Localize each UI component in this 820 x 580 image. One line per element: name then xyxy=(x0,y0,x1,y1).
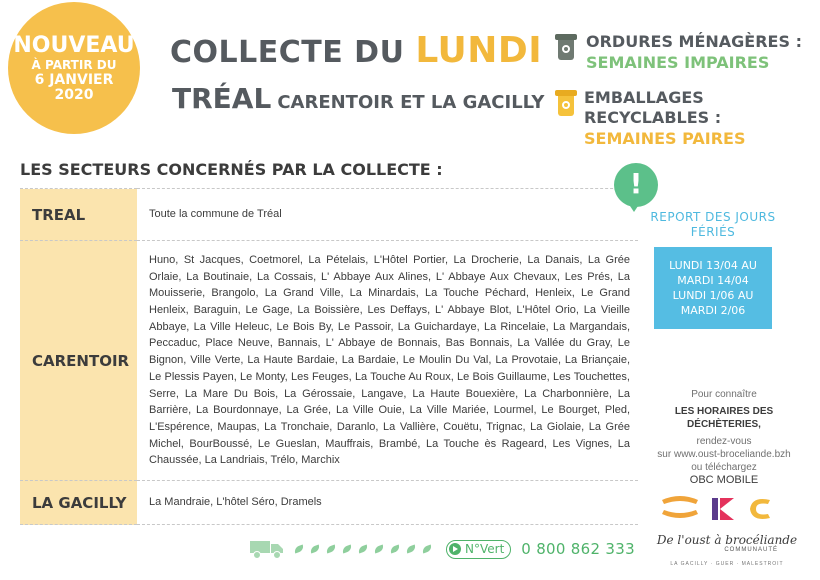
sector-places: Huno, St Jacques, Coetmorel, La Pételais, L'Hôtel Portier, La Drocherie, La Danais, La Grée Orlaie, La Boutinaie, La Cossais, L' Abbaye Aux Alines, L' Abbaye Aux Chevaux, Les Prés, La Mouisserie, Brangolo, La Grand Ville, La Minardais, La Touche Péchard, Henleix, Le Grand Henleix, Baraguin, Le Gage, La Boissière, Les Deffays, L' Abbaye Blot, L'Hôtel Orio, La Vieille Abbaye, La Ville Heleuc, Le Bois By, Le Passoir, La Guichardaye, La Rincelaie, La Margandais, Peccaduc, Place Neuve, Bannais, L' Abbaye de Bonnais, Bas Bonnais, La Vallée du Gray, Le Bignon, Ville Verte, La Haute Bardaie, La Bardaie, Le Moulin Du Val, La Provotaie, La Briançaie, Le Plessis Payen, Le Monty, Les Feuges, La Touche Au Roux, Le Bois Guillaume, Les Touchettes, Serre, La Mare Du Bois, La Gérossaie, Langave, La Haute Bouexière, La Charbonnière, La Barrière, La Bourdonnaye, La Grée, La Ville Ouie, La Ville Mariée, Lourmel, Le Bourget, Pled, L'Espérence, Maupas, La Tronchaie, Daranlo, La Vallière, Couëtu, Trignac, La Giolaie, La Grée Michel, BourBoussé, Le Gueslan, Mauffrais, Brambé, La Touche ès Rageard, Les Vignes, La Chaussée, La Landriais, Trélo, Marchix xyxy=(149,253,630,467)
obc-logo xyxy=(652,492,802,570)
footer xyxy=(250,536,635,562)
title-day: LUNDI xyxy=(415,30,543,71)
report-line: LUNDI 1/06 AU xyxy=(672,289,754,302)
grey-bin-icon xyxy=(556,34,576,60)
report-line: LUNDI 13/04 AU xyxy=(669,259,757,272)
decheterie-app: OBC MOBILE xyxy=(689,474,759,486)
collection-label: EMBALLAGES RECYCLABLES : xyxy=(583,88,722,127)
logo-sub: COMMUNAUTÉ xyxy=(724,547,778,553)
leaf-icon xyxy=(293,544,304,553)
collection-ordures xyxy=(556,32,802,74)
phone-number[interactable]: 0 800 862 333 xyxy=(521,540,635,558)
collection-schedule: SEMAINES IMPAIRES xyxy=(586,53,770,72)
nouveau-badge xyxy=(8,2,140,134)
exclamation-icon: ! xyxy=(629,167,643,200)
badge-date: 6 JANVIER xyxy=(34,71,114,88)
logo-towns: LA GACILLY · GUER · MALESTROIT xyxy=(670,561,784,567)
collection-label: ORDURES MÉNAGÈRES : xyxy=(586,32,802,51)
page-subtitle xyxy=(172,82,544,115)
table-row xyxy=(20,189,638,241)
report-title: REPORT DES JOURS FÉRIÉS xyxy=(650,210,776,239)
sector-places: La Mandraie, L'hôtel Séro, Dramels xyxy=(149,496,322,509)
logo-name: De l'oust à brocéliande xyxy=(656,533,798,547)
sector-name: LA GACILLY xyxy=(20,481,137,525)
collection-schedule: SEMAINES PAIRES xyxy=(583,129,746,148)
table-row xyxy=(20,241,638,481)
subtitle-other-towns: CARENTOIR ET LA GACILLY xyxy=(277,92,545,113)
title-collecte: COLLECTE DU xyxy=(170,35,405,70)
decheterie-website-link[interactable]: sur www.oust-broceliande.bzh xyxy=(657,449,791,460)
report-line: MARDI 2/06 xyxy=(680,304,746,317)
logo-shapes-icon xyxy=(652,492,802,526)
report-line: MARDI 14/04 xyxy=(677,274,749,287)
table-row xyxy=(20,481,638,525)
leaf-icon xyxy=(309,544,320,553)
numero-vert-label: N°Vert xyxy=(465,542,505,556)
decheterie-line: rendez-vous xyxy=(696,436,752,447)
badge-title: NOUVEAU xyxy=(13,32,135,58)
leaf-icon xyxy=(341,544,352,553)
decheterie-line: Pour connaître xyxy=(691,389,757,400)
report-box xyxy=(654,247,772,329)
decheterie-heading: LES HORAIRES DES DÉCHÈTERIES, xyxy=(674,406,774,430)
leaf-icon xyxy=(421,544,432,553)
leaf-icon xyxy=(389,544,400,553)
subtitle-main-town: TRÉAL xyxy=(172,82,272,115)
collection-emballages xyxy=(556,88,820,150)
decheterie-info xyxy=(640,388,808,487)
badge-line: À PARTIR DU xyxy=(31,57,117,72)
alert-bubble-tail xyxy=(626,200,642,212)
badge-year: 2020 xyxy=(54,86,94,103)
sector-name: CARENTOIR xyxy=(20,241,137,481)
leaf-icon xyxy=(357,544,368,553)
leaf-icon xyxy=(405,544,416,553)
leaf-icon xyxy=(373,544,384,553)
play-icon xyxy=(449,543,461,555)
truck-icon xyxy=(250,538,284,560)
sector-name: TREAL xyxy=(20,189,137,241)
sectors-heading: LES SECTEURS CONCERNÉS PAR LA COLLECTE : xyxy=(20,160,443,179)
sector-places: Toute la commune de Tréal xyxy=(149,208,282,221)
decheterie-line: ou téléchargez xyxy=(691,462,757,473)
page-title xyxy=(170,30,542,71)
leaf-icon xyxy=(325,544,336,553)
yellow-bin-icon xyxy=(556,90,574,116)
sectors-table xyxy=(20,188,638,525)
numero-vert-badge xyxy=(446,540,511,559)
